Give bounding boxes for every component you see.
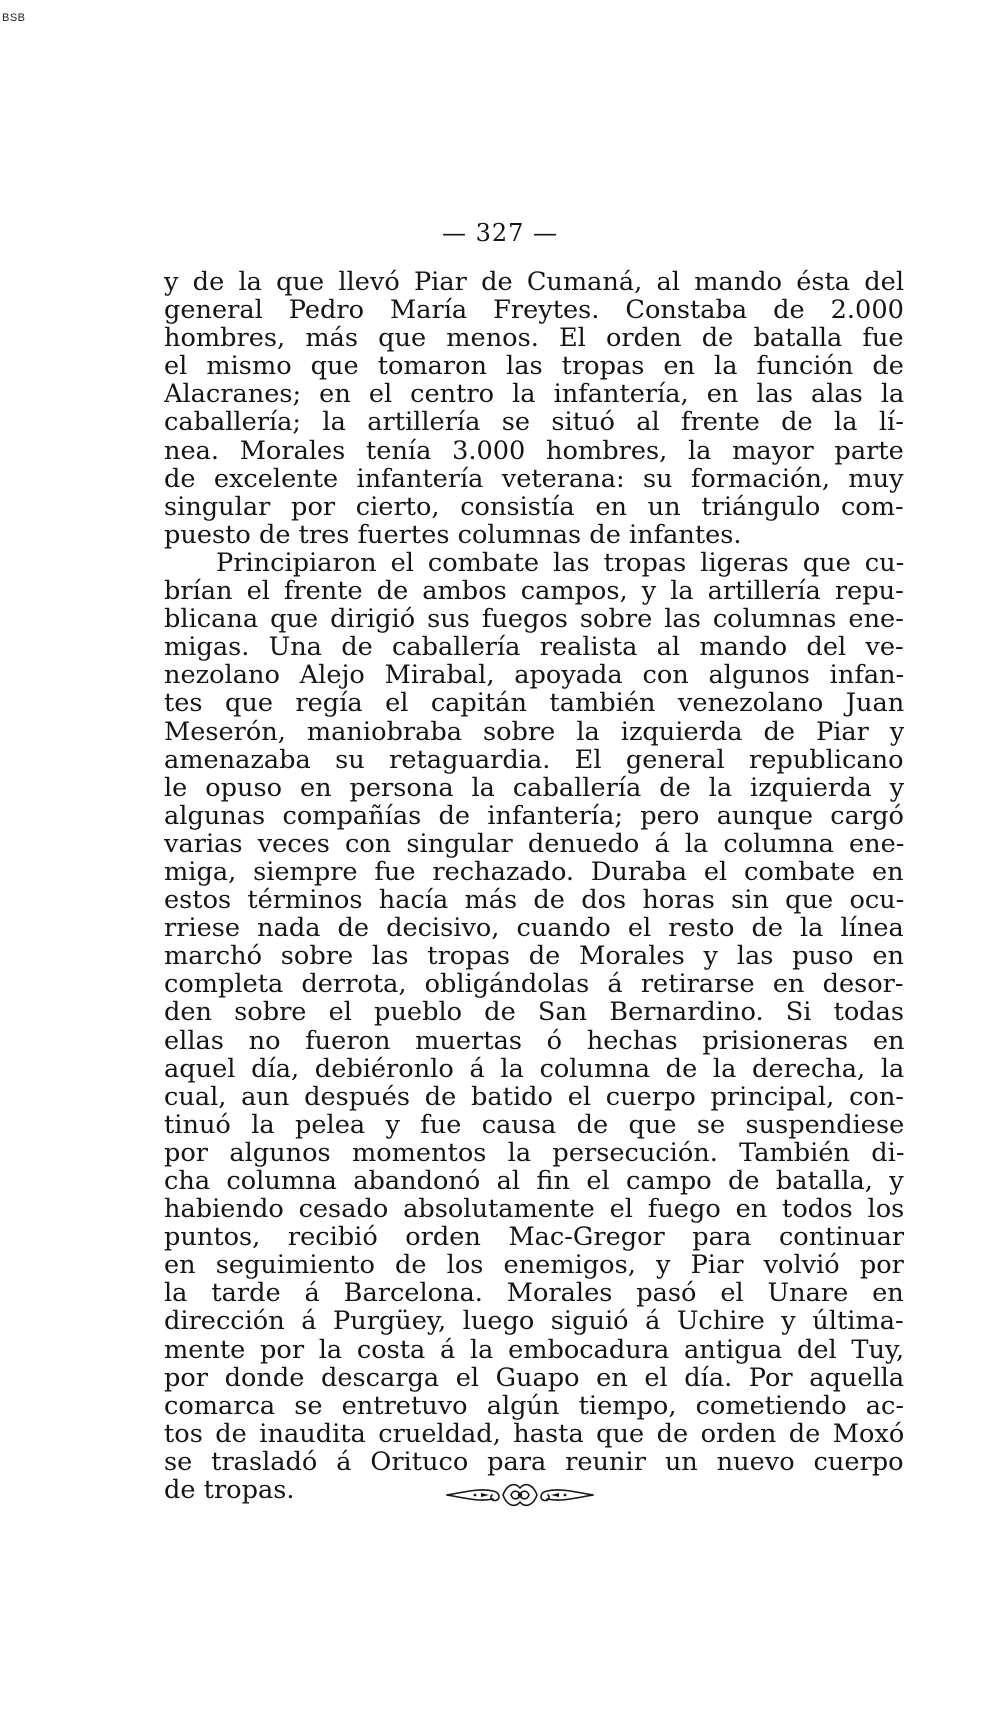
text-line: completa derrota, obligándolas á retirarse en desor- <box>164 970 904 999</box>
text-line: estos términos hacía más de dos horas sin que ocu- <box>164 886 904 915</box>
text-line: Alacranes; en el centro la infantería, en las alas la <box>164 380 904 409</box>
text-line: Meserón, maniobraba sobre la izquierda de Piar y <box>164 717 904 746</box>
text-line: comarca se entretuvo algún tiempo, cometiendo ac- <box>164 1391 904 1420</box>
text-line: aquel día, debiéronlo á la columna de la derecha, la <box>164 1054 904 1083</box>
text-line: brían el frente de ambos campos, y la artillería repu- <box>164 577 904 606</box>
text-line: marchó sobre las tropas de Morales y las puso en <box>164 942 904 971</box>
text-line: y de la que llevó Piar de Cumaná, al mando ésta del <box>164 268 904 297</box>
text-line: algunas compañías de infantería; pero aunque cargó <box>164 801 904 830</box>
text-line: de tropas. <box>164 1476 295 1505</box>
page-number: — 327 — <box>441 219 559 247</box>
text-line: de excelente infantería veterana: su formación, muy <box>164 464 904 493</box>
text-line: amenazaba su retaguardia. El general republicano <box>164 745 904 774</box>
text-line: hombres, más que menos. El orden de batalla fue <box>164 324 904 353</box>
text-line: blicana que dirigió sus fuegos sobre las columnas ene- <box>164 605 904 634</box>
text-line: rriese nada de decisivo, cuando el resto de la línea <box>164 914 904 943</box>
text-line: nezolano Alejo Mirabal, apoyada con algunos infan- <box>164 661 904 690</box>
text-line: tes que regía el capitán también venezolano Juan <box>164 689 904 718</box>
text-line: singular por cierto, consistía en un triángulo com- <box>164 492 904 521</box>
decorative-flourish-icon <box>445 1478 595 1512</box>
body-text <box>164 268 904 1504</box>
text-line: en seguimiento de los enemigos, y Piar volvió por <box>164 1251 904 1280</box>
text-line: cha columna abandonó al fin el campo de batalla, y <box>164 1167 904 1196</box>
text-line: se trasladó á Orituco para reunir un nuevo cuerpo <box>164 1447 904 1477</box>
text-line: por donde descarga el Guapo en el día. Por aquella <box>164 1363 904 1392</box>
text-line: ellas no fueron muertas ó hechas prisioneras en <box>164 1026 904 1055</box>
text-line: general Pedro María Freytes. Constaba de 2.000 <box>164 296 904 325</box>
text-line: tinuó la pelea y fue causa de que se suspendiese <box>164 1110 904 1139</box>
text-line: la tarde á Barcelona. Morales pasó el Unare en <box>164 1279 904 1308</box>
text-line: habiendo cesado absolutamente el fuego en todos los <box>164 1195 904 1224</box>
text-line: miga, siempre fue rechazado. Duraba el combate en <box>164 857 904 887</box>
text-line: varias veces con singular denuedo á la columna ene- <box>164 829 904 858</box>
text-line: le opuso en persona la caballería de la izquierda y <box>164 773 904 802</box>
text-line: tos de inaudita crueldad, hasta que de orden de Moxó <box>164 1419 904 1448</box>
text-line: Principiaron el combate las tropas ligeras que cu- <box>216 548 904 578</box>
text-line: puesto de tres fuertes columnas de infantes. <box>164 520 742 549</box>
text-line: mente por la costa á la embocadura antigua del Tuy, <box>164 1335 904 1364</box>
text-line: por algunos momentos la persecución. También di- <box>164 1138 904 1167</box>
text-line: nea. Morales tenía 3.000 hombres, la mayor parte <box>164 436 904 465</box>
text-line: den sobre el pueblo de San Bernardino. Si todas <box>164 998 904 1027</box>
text-line: cual, aun después de batido el cuerpo principal, con- <box>164 1082 904 1111</box>
text-line: puntos, recibió orden Mac-Gregor para continuar <box>164 1223 904 1252</box>
text-line: el mismo que tomaron las tropas en la función de <box>164 352 904 381</box>
text-line: dirección á Purgüey, luego siguió á Uchire y última- <box>164 1307 904 1336</box>
library-stamp: BSB <box>2 12 26 24</box>
text-line: migas. Una de caballería realista al mando del ve- <box>164 633 904 662</box>
text-line: caballería; la artillería se situó al frente de la lí- <box>164 408 904 437</box>
